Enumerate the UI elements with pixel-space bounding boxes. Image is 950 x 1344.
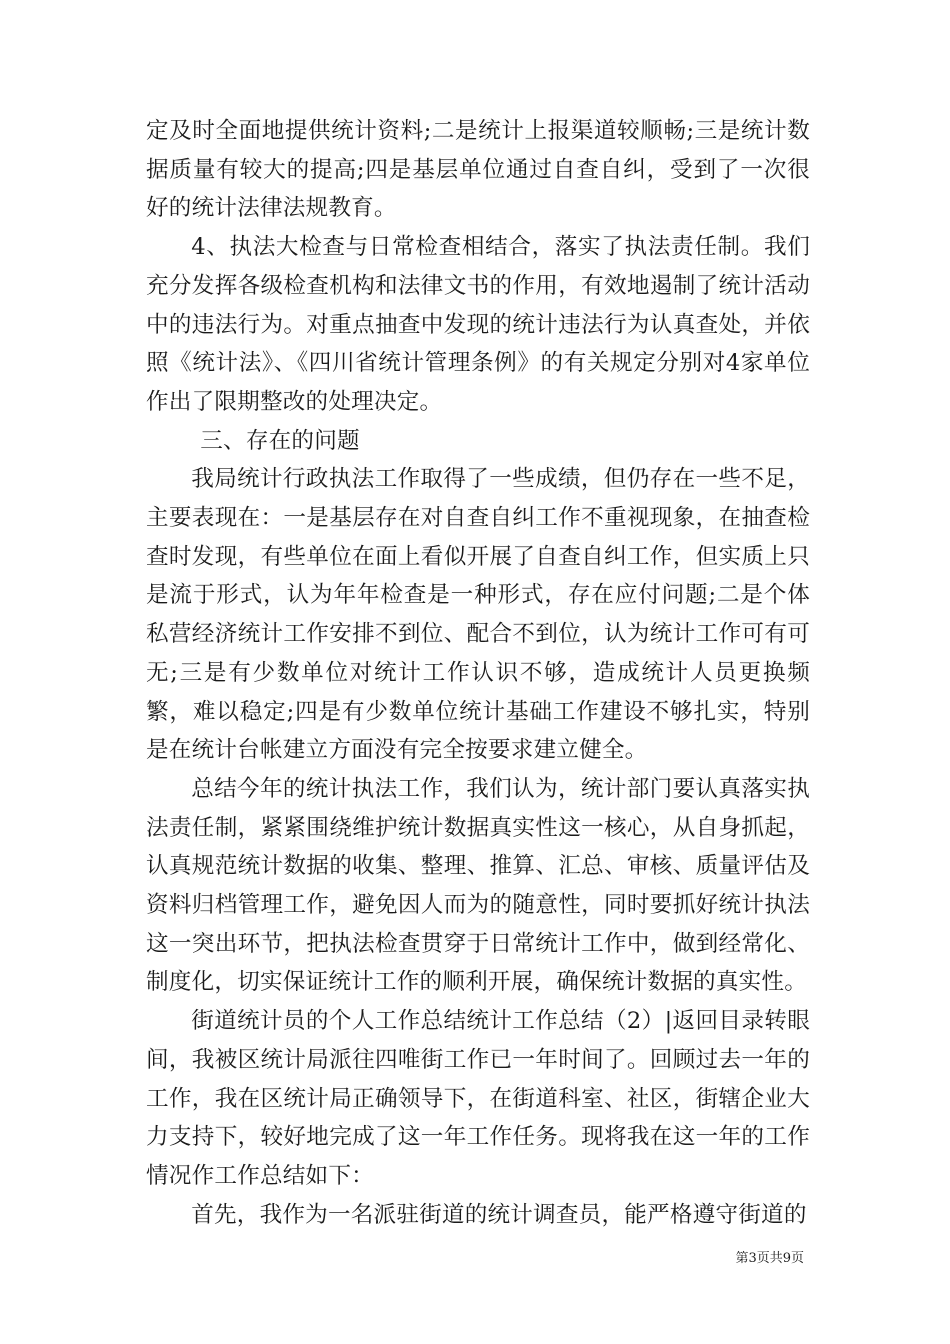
paragraph-first: 首先，我作为一名派驻街道的统计调查员，能严格遵守街道的	[191, 1201, 807, 1228]
paragraph-summary: 总结今年的统计执法工作，我们认为，统计部门要认真落实执法责任制，紧紧围绕维护统计数据真实性这一核心，从自身抓起，认真规范统计数据的收集、整理、推算、汇总、审核、质量评估及资料归档管理工作，避免因人而为的随意性，同时要抓好统计执法这一突出环节，把执法检查贯穿于日常统计工作中，做到经常化、制度化，切实保证统计工作的顺利开展，确保统计数据的真实性。	[146, 775, 810, 996]
paragraph-continuation: 定及时全面地提供统计资料;二是统计上报渠道较顺畅;三是统计数据质量有较大的提高;四是基层单位通过自查自纠，受到了一次很好的统计法律法规教育。	[146, 118, 810, 222]
page-number-footer: 第3页共9页	[735, 1251, 804, 1266]
section-heading-problems: 三、存在的问题	[200, 427, 360, 454]
paragraph-problems: 我局统计行政执法工作取得了一些成绩，但仍存在一些不足，主要表现在：一是基层存在对自查自纠工作不重视现象，在抽查检查时发现，有些单位在面上看似开展了自查自纠工作，但实质上只是流于形式，认为年年检查是一种形式，存在应付问题;二是个体私营经济统计工作安排不到位、配合不到位，认为统计工作可有可无;三是有少数单位对统计工作认识不够，造成统计人员更换频繁，难以稳定;四是有少数单位统计基础工作建设不够扎实，特别是在统计台帐建立方面没有完全按要求建立健全。	[146, 466, 810, 764]
paragraph-street-statistician-intro: 街道统计员的个人工作总结统计工作总结（2）|返回目录转眼间，我被区统计局派往四唯街工作已一年时间了。回顾过去一年的工作，我在区统计局正确领导下，在街道科室、社区，街辖企业大力支持下，较好地完成了这一年工作任务。现将我在这一年的工作情况作工作总结如下：	[146, 1008, 810, 1189]
document-body	[146, 112, 810, 1234]
paragraph-item-4: 4、执法大检查与日常检查相结合，落实了执法责任制。我们充分发挥各级检查机构和法律文书的作用，有效地遏制了统计活动中的违法行为。对重点抽查中发现的统计违法行为认真查处，并依照《统计法》、《四川省统计管理条例》的有关规定分别对4家单位作出了限期整改的处理决定。	[146, 234, 810, 415]
